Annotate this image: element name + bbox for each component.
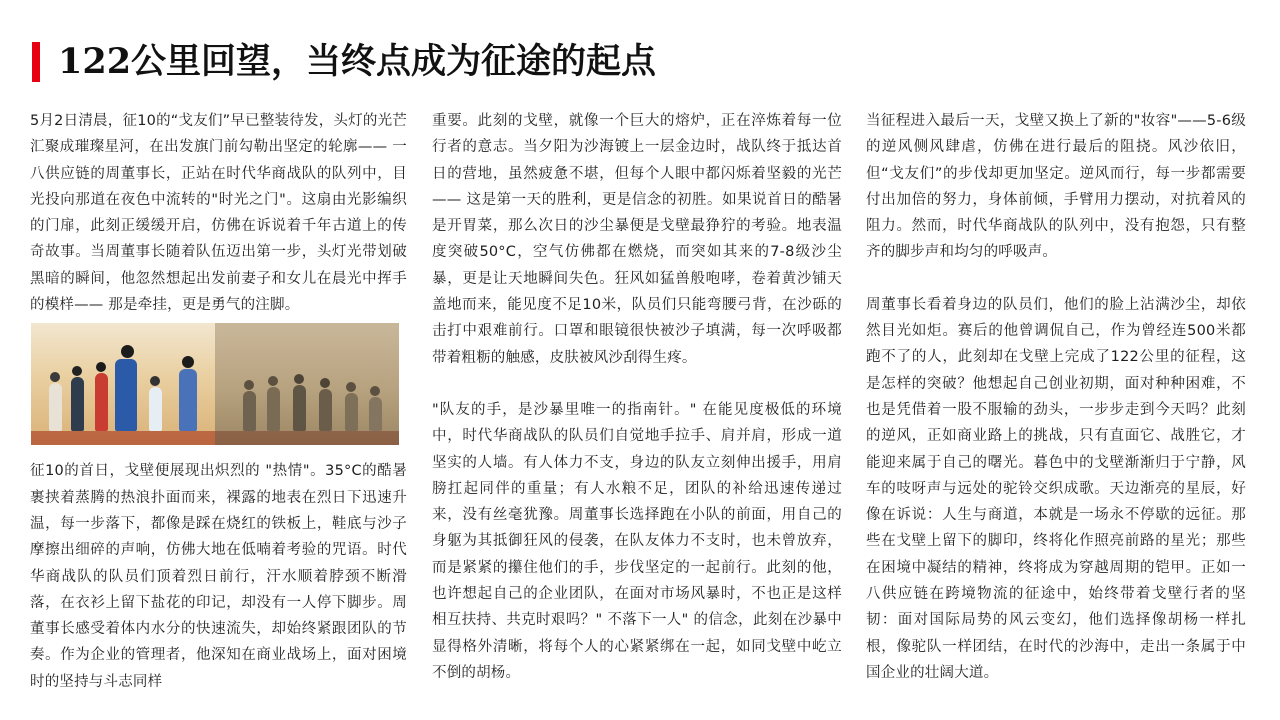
paragraph: 5月2日清晨，征10的“戈友们”早已整装待发，头灯的光芒汇聚成璀璨星河，在出发旗门前勾勒出坚定的轮廓—— 一八供应链的周董事长，正站在时代华商战队的队列中，目光投向那道在夜色中流转的"时光之门"。这扇由光影编织的门扉，此刻正缓缓开启，仿佛在诉说着千年古道上的传奇故事。当周董事长随着队伍迈出第一步，头灯光带划破黑暗的瞬间，他忽然想起出发前妻子和女儿在晨光中挥手的模样—— 那是牵挂，更是勇气的注脚。 — [30, 113, 407, 314]
paragraph: 重要。此刻的戈壁，就像一个巨大的熔炉，正在淬炼着每一位行者的意志。当夕阳为沙海镀上一层金边时，战队终于抵达首日的营地，虽然疲惫不堪，但每个人眼中都闪烁着坚毅的光芒—— 这是第一天的胜利，更是信念的初胜。如果说首日的酷暑是开胃菜，那么次日的沙尘暴便是戈壁最狰狞的考验。地表温度突破50°C，空气仿佛都在燃烧，而突如其来的7-8级沙尘暴，更是让天地瞬间失色。狂风如猛兽般咆哮，卷着黄沙铺天盖地而来，能见度不足10米，队员们只能弯腰弓背，在沙砾的击打中艰难前行。口罩和眼镜很快被沙子填满，每一次呼吸都带着粗粝的触感，皮肤被风沙刮得生疼。 — [432, 113, 842, 366]
article-column-2 — [432, 108, 842, 686]
page-title: 122公里回望，当终点成为征途的起点 — [58, 41, 657, 82]
photo-group — [31, 323, 399, 445]
article-column-1 — [30, 108, 407, 695]
paragraph: 周董事长看着身边的队员们，他们的脸上沾满沙尘，却依然目光如炬。赛后的他曾调侃自己，作为曾经连500米都跑不了的人，此刻却在戈壁上完成了122公里的征程，这是怎样的突破？他想起自己创业初期，面对种种困难，不也是凭借着一股不服输的劲头，一步步走到今天吗？此刻的逆风，正如商业路上的挑战，只有直面它、战胜它，才能迎来属于自己的曙光。暮色中的戈壁渐渐归于宁静，风车的吱呀声与远处的驼铃交织成歌。天边渐亮的星辰，好像在诉说：人生与商道，本就是一场永不停歇的远征。那些在戈壁上留下的脚印，终将化作照亮前路的星光；那些在困境中凝结的精神，终将成为穿越周期的铠甲。正如一八供应链在跨境物流的征途中，始终带着戈壁行者的坚韧：面对国际局势的风云变幻，他们选择像胡杨一样扎根，像驼队一样团结，在时代的沙海中，走出一条属于中国企业的壮阔大道。 — [866, 296, 1246, 681]
paragraph: "队友的手，是沙暴里唯一的指南针。" 在能见度极低的环境中，时代华商战队的队员们自觉地手拉手、肩并肩，形成一道坚实的人墙。有人体力不支，身边的队友立刻伸出援手，用肩膀扛起同伴的重量；有人水粮不足，团队的补给迅速传递过来，没有丝毫犹豫。周董事长选择跑在小队的前面，用自己的身躯为其抵御狂风的侵袭，在队友体力不支时，也未曾放弃，而是紧紧的攥住他们的手，步伐坚定的一起前行。此刻的他，也许想起自己的企业团队，在面对市场风暴时，不也正是这样相互扶持、共克时艰吗？" 不落下一人" 的信念，此刻在沙暴中显得格外清晰，将每个人的心紧紧绑在一起，如同戈壁中屹立不倒的胡杨。 — [432, 401, 842, 681]
paragraph: 征10的首日，戈壁便展现出炽烈的 "热情"。35°C的酷暑裹挟着蒸腾的热浪扑面而来，裸露的地表在烈日下迅速升温，每一步落下，都像是踩在烧红的铁板上，鞋底与沙子摩擦出细碎的声响，仿佛大地在低喃着考验的咒语。时代华商战队的队员们顶着烈日前行，汗水顺着脖颈不断滑落，在衣衫上留下盐花的印记，却没有一人停下脚步。周董事长感受着体内水分的快速流失，却始终紧跟团队的节奏。作为企业的管理者，他深知在商业战场上，面对困境时的坚持与斗志同样 — [30, 463, 407, 690]
sandstorm-photo — [215, 323, 399, 445]
title-accent-bar — [32, 42, 40, 82]
article-column-3 — [866, 108, 1246, 686]
paragraph: 当征程进入最后一天，戈壁又换上了新的"妆容"——5-6级的逆风侧风肆虐，仿佛在进行最后的阻挠。风沙依旧，但“戈友们”的步伐却更加坚定。逆风而行，每一步都需要付出加倍的努力，身体前倾，手臂用力摆动，对抗着风的阻力。然而，时代华商战队的队列中，没有抱怨，只有整齐的脚步声和均匀的呼吸声。 — [866, 113, 1246, 261]
runners-photo — [31, 323, 215, 445]
